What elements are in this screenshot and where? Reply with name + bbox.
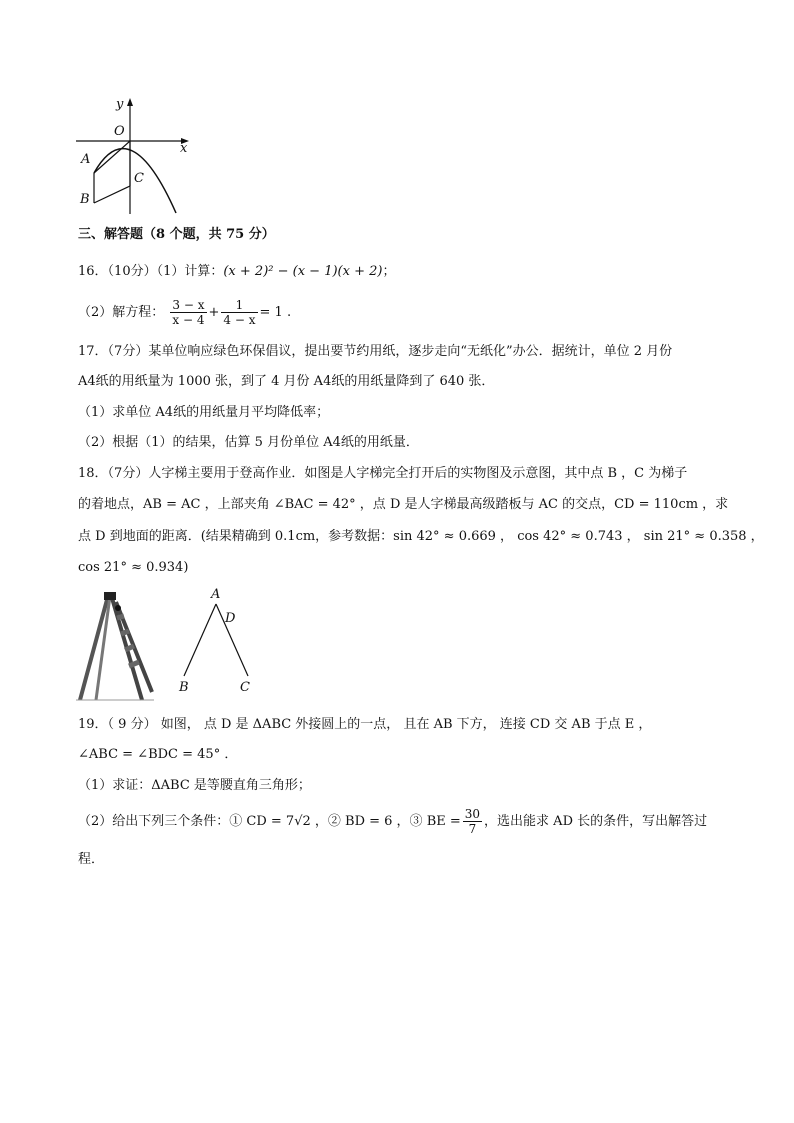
q19-line-4 [78, 804, 707, 840]
q19-fraction: $\frac{30}{7}$ [464, 807, 481, 836]
diagram-label-a: A [211, 587, 221, 602]
q18-line-3: 点 D 到地面的距离．(结果精确到 0.1cm，参考数据：sin 42° ≈ 0.669 ， cos 42° ≈ 0.743 ， sin 21° ≈ 0.358 ， [78, 529, 764, 544]
y-axis-label: y [116, 97, 124, 112]
diagram-label-c: C [240, 680, 250, 695]
q16-header: 16．（10分）（1）计算： [78, 264, 224, 279]
q16-expression: (x + 2)² − (x − 1)(x + 2) [223, 264, 383, 279]
diagram-label-d: D [225, 611, 236, 626]
q16-part2 [78, 296, 291, 330]
q16-fraction-2: $\frac{1}{4 - x}$ [223, 298, 256, 327]
q19-conditions-suffix: ，选出能求 AD 长的条件，写出解答过 [484, 814, 708, 829]
q16-fraction-1: $\frac{3 - x}{x - 4}$ [172, 298, 205, 327]
q19-conditions-prefix: （2）给出下列三个条件：① CD = 7√2 ，② BD = 6 ，③ BE = [78, 814, 461, 829]
q16-part2-prefix: （2）解方程： [78, 305, 165, 320]
parabola-graph [72, 96, 202, 218]
q18-line-4: cos 21° ≈ 0.934) [78, 560, 189, 575]
origin-label: O [114, 124, 125, 139]
ladder-diagram [170, 584, 270, 696]
q16-part1 [78, 263, 395, 281]
section-title: 三、解答题（8 个题，共 75 分） [78, 227, 275, 242]
q19-line-1: 19．（ 9 分） 如图， 点 D 是 ΔABC 外接圆上的一点， 且在 AB 下方， 连接 CD 交 AB 于点 E ， [78, 717, 652, 732]
q19-line-5: 程． [78, 852, 105, 867]
q17-line-4: （2）根据（1）的结果，估算 5 月份单位 A4纸的用纸量． [78, 435, 419, 450]
x-axis-label: x [180, 141, 188, 156]
point-b-label: B [80, 192, 90, 207]
q17-line-3: （1）求单位 A4纸的用纸量月平均降低率； [78, 405, 330, 420]
q18-line-2: 的着地点，AB = AC ，上部夹角 ∠BAC = 42° ，点 D 是人字梯最高级踏板与 AC 的交点，CD = 110cm ，求 [78, 497, 729, 512]
q19-line-3: （1）求证：ΔABC 是等腰直角三角形； [78, 778, 311, 793]
q19-line-2: ∠ABC = ∠BDC = 45° ． [78, 747, 238, 762]
q17-line-2: A4纸的用纸量为 1000 张，到了 4 月份 A4纸的用纸量降到了 640 张． [78, 374, 495, 389]
q18-line-1: 18．（7分）人字梯主要用于登高作业．如图是人字梯完全打开后的实物图及示意图，其中点 B ，C 为梯子 [78, 466, 688, 481]
diagram-label-b: B [179, 680, 189, 695]
point-c-label: C [134, 171, 144, 186]
point-a-label: A [81, 152, 91, 167]
q16-end: ； [382, 264, 396, 279]
q17-line-1: 17．（7分）某单位响应绿色环保倡议，提出要节约用纸，逐步走向“无纸化”办公．据统计，单位 2 月份 [78, 344, 673, 359]
q16-equals: = 1 . [259, 305, 292, 320]
q16-plus: + [208, 305, 220, 320]
ladder-photo [72, 588, 162, 704]
